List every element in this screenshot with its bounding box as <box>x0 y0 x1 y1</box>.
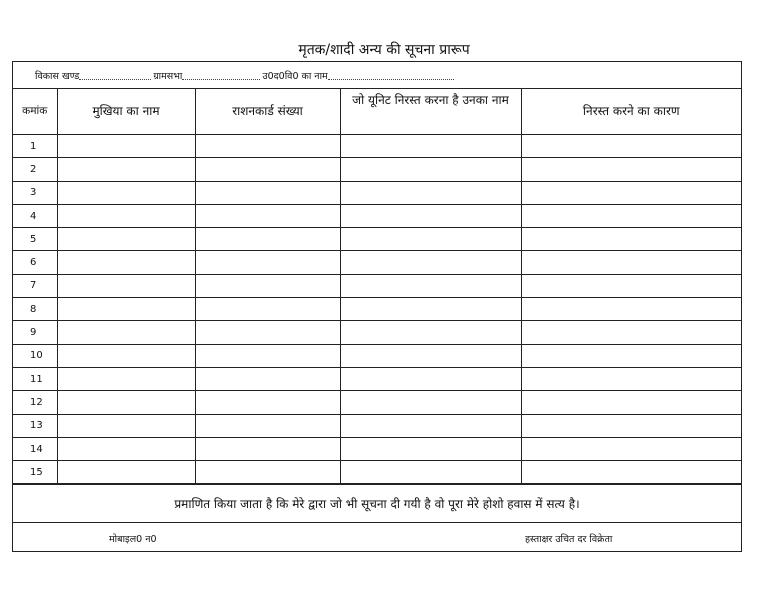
reason-cell[interactable] <box>521 437 741 460</box>
reason-cell[interactable] <box>521 321 741 344</box>
row-serial-cell: 8 <box>13 298 57 321</box>
unit-name-cell[interactable] <box>340 321 521 344</box>
header-unit-name: जो यूनिट निरस्त करना है उनका नाम <box>340 89 521 135</box>
header-ration-card: राशनकार्ड संख्या <box>195 89 340 135</box>
table-row <box>13 251 741 274</box>
unit-name-cell[interactable] <box>340 274 521 297</box>
reason-cell[interactable] <box>521 158 741 181</box>
table-row <box>13 228 741 251</box>
form-sheet <box>12 61 742 552</box>
ration-card-cell[interactable] <box>195 298 340 321</box>
reason-cell[interactable] <box>521 367 741 390</box>
head-name-cell[interactable] <box>57 274 195 297</box>
head-name-cell[interactable] <box>57 158 195 181</box>
head-name-cell[interactable] <box>57 437 195 460</box>
unit-name-cell[interactable] <box>340 414 521 437</box>
shop-blank <box>328 70 454 80</box>
table-row <box>13 461 741 484</box>
head-name-cell[interactable] <box>57 367 195 390</box>
unit-name-cell[interactable] <box>340 135 521 158</box>
ration-card-cell[interactable] <box>195 204 340 227</box>
unit-name-cell[interactable] <box>340 251 521 274</box>
table-body <box>13 135 741 484</box>
unit-name-cell[interactable] <box>340 461 521 484</box>
head-name-cell[interactable] <box>57 298 195 321</box>
head-name-cell[interactable] <box>57 181 195 204</box>
reason-cell[interactable] <box>521 461 741 484</box>
row-serial-cell: 5 <box>13 228 57 251</box>
table-row <box>13 414 741 437</box>
unit-name-cell[interactable] <box>340 437 521 460</box>
ration-card-cell[interactable] <box>195 228 340 251</box>
ration-card-cell[interactable] <box>195 274 340 297</box>
ration-card-cell[interactable] <box>195 135 340 158</box>
reason-cell[interactable] <box>521 274 741 297</box>
table-row <box>13 437 741 460</box>
reason-cell[interactable] <box>521 391 741 414</box>
signature-label: हस्ताक्षर उचित दर विक्रेता <box>525 534 613 546</box>
certification-text: प्रमाणित किया जाता है कि मेरे द्वारा जो भी सूचना दी गयी है वो पूरा मेरे होशो हवास में सत्य है। <box>13 484 741 522</box>
row-serial-cell: 4 <box>13 204 57 227</box>
ration-card-cell[interactable] <box>195 321 340 344</box>
ration-card-cell[interactable] <box>195 158 340 181</box>
table-row <box>13 391 741 414</box>
unit-name-cell[interactable] <box>340 298 521 321</box>
table-header-row <box>13 89 741 135</box>
unit-name-cell[interactable] <box>340 204 521 227</box>
unit-name-cell[interactable] <box>340 344 521 367</box>
row-serial-cell: 9 <box>13 321 57 344</box>
reason-cell[interactable] <box>521 204 741 227</box>
ration-card-cell[interactable] <box>195 437 340 460</box>
ration-card-cell[interactable] <box>195 367 340 390</box>
reason-cell[interactable] <box>521 135 741 158</box>
row-serial-cell: 1 <box>13 135 57 158</box>
head-name-cell[interactable] <box>57 321 195 344</box>
ration-card-cell[interactable] <box>195 461 340 484</box>
reason-cell[interactable] <box>521 228 741 251</box>
table-row <box>13 367 741 390</box>
table-row <box>13 321 741 344</box>
row-serial-cell: 15 <box>13 461 57 484</box>
head-name-cell[interactable] <box>57 135 195 158</box>
header-serial: कमांक <box>13 89 57 135</box>
table-row <box>13 298 741 321</box>
records-table <box>13 89 741 484</box>
row-serial-cell: 12 <box>13 391 57 414</box>
form-title: मृतक/शादी अन्य की सूचना प्रारूप <box>298 42 470 58</box>
reason-cell[interactable] <box>521 181 741 204</box>
ration-card-cell[interactable] <box>195 251 340 274</box>
unit-name-cell[interactable] <box>340 391 521 414</box>
row-serial-cell: 2 <box>13 158 57 181</box>
mobile-label: मोबाइल0 न0 <box>109 534 157 546</box>
reason-cell[interactable] <box>521 298 741 321</box>
unit-name-cell[interactable] <box>340 367 521 390</box>
ration-card-cell[interactable] <box>195 181 340 204</box>
village-blank <box>182 70 260 80</box>
meta-row <box>13 62 741 89</box>
ration-card-cell[interactable] <box>195 344 340 367</box>
table-row <box>13 204 741 227</box>
row-serial-cell: 6 <box>13 251 57 274</box>
table-row <box>13 181 741 204</box>
head-name-cell[interactable] <box>57 204 195 227</box>
shop-label: उ0द0वि0 का नाम <box>262 70 328 82</box>
unit-name-cell[interactable] <box>340 228 521 251</box>
table-row <box>13 344 741 367</box>
head-name-cell[interactable] <box>57 461 195 484</box>
table-row <box>13 274 741 297</box>
village-label: ग्रामसभा <box>153 70 183 82</box>
reason-cell[interactable] <box>521 344 741 367</box>
block-label: विकास खण्ड <box>35 70 80 82</box>
reason-cell[interactable] <box>521 414 741 437</box>
head-name-cell[interactable] <box>57 414 195 437</box>
ration-card-cell[interactable] <box>195 414 340 437</box>
unit-name-cell[interactable] <box>340 181 521 204</box>
ration-card-cell[interactable] <box>195 391 340 414</box>
row-serial-cell: 13 <box>13 414 57 437</box>
row-serial-cell: 3 <box>13 181 57 204</box>
reason-cell[interactable] <box>521 251 741 274</box>
row-serial-cell: 10 <box>13 344 57 367</box>
table-row <box>13 135 741 158</box>
header-reason: निरस्त करने का कारण <box>521 89 741 135</box>
head-name-cell[interactable] <box>57 344 195 367</box>
header-head-name: मुखिया का नाम <box>57 89 195 135</box>
head-name-cell[interactable] <box>57 251 195 274</box>
head-name-cell[interactable] <box>57 228 195 251</box>
table-row <box>13 158 741 181</box>
head-name-cell[interactable] <box>57 391 195 414</box>
block-blank <box>79 70 151 80</box>
row-serial-cell: 14 <box>13 437 57 460</box>
footer <box>13 522 741 551</box>
row-serial-cell: 7 <box>13 274 57 297</box>
unit-name-cell[interactable] <box>340 158 521 181</box>
row-serial-cell: 11 <box>13 367 57 390</box>
